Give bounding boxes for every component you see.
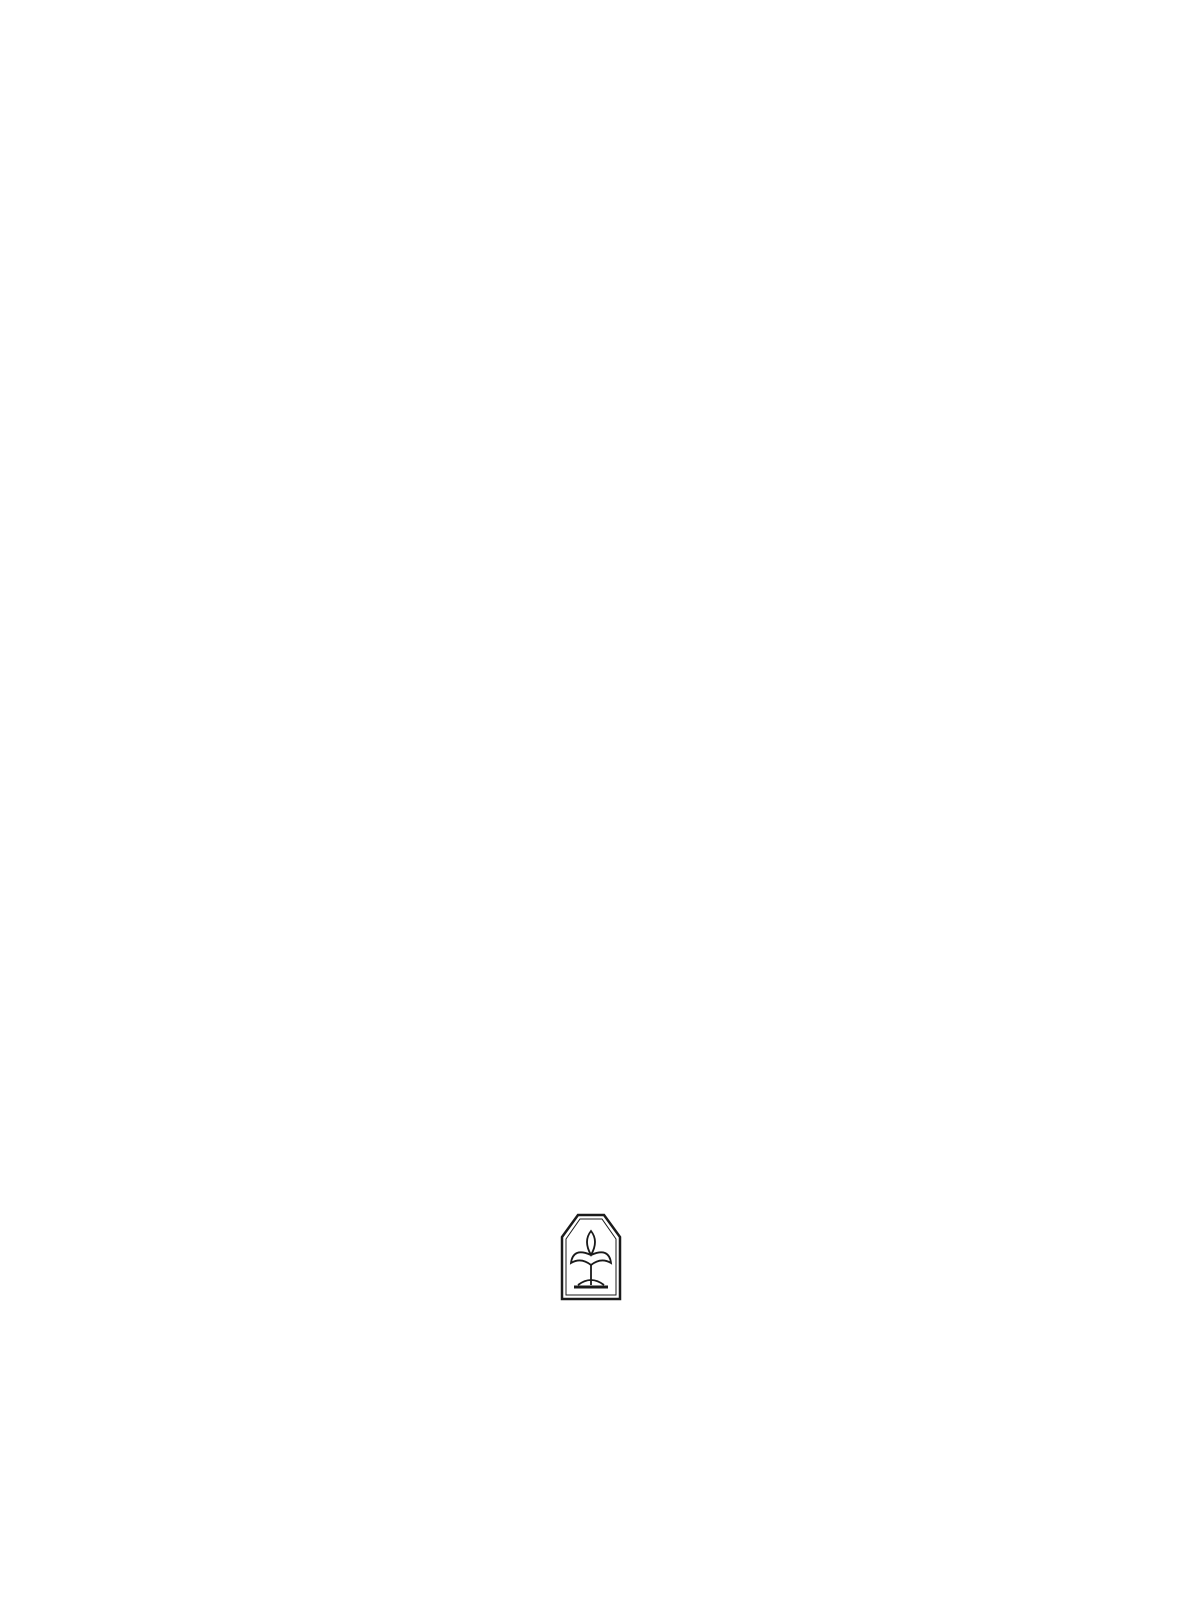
- three-lilies-logo-icon: [560, 1211, 622, 1301]
